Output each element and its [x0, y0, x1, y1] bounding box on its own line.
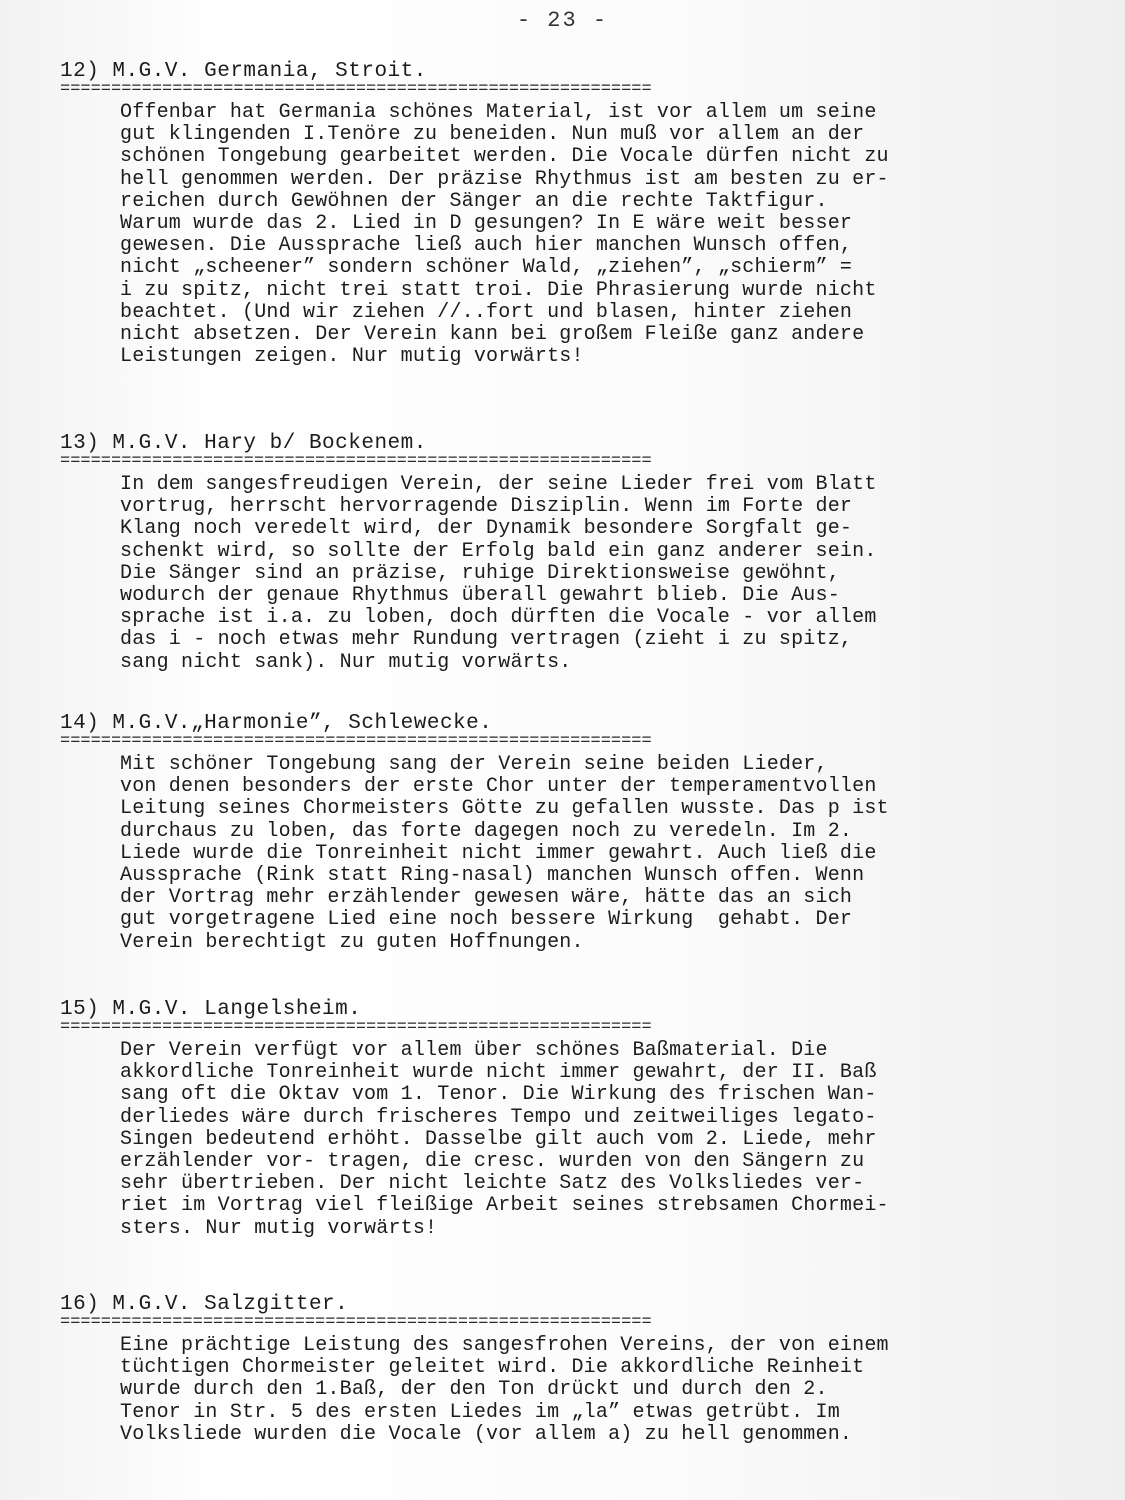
section-body — [60, 1040, 1060, 1240]
text-line: Eine prächtige Leistung des sangesfrohen Vereins, der von einem — [120, 1334, 889, 1357]
page-number: - 23 - — [516, 8, 609, 33]
text-line: hell genommen werden. Der präzise Rhythmus ist am besten zu er- — [120, 167, 889, 191]
text-line: Aussprache (Rink statt Ring-nasal) manchen Wunsch offen. Wenn — [120, 864, 865, 888]
heading-underline: ========================================================== — [60, 1313, 652, 1332]
text-line: derliedes wäre durch frischeres Tempo und zeitweiliges legato- — [120, 1105, 877, 1129]
heading-underline: ========================================================== — [60, 80, 652, 99]
section-heading: 12) M.G.V. Germania, Stroit. — [60, 60, 427, 83]
heading-underline: ========================================================== — [60, 1018, 652, 1037]
text-line: akkordliche Tonreinheit wurde nicht immer gewahrt, der II. Baß — [120, 1061, 877, 1085]
section-heading: 15) M.G.V. Langelsheim. — [60, 998, 362, 1021]
text-line: Leitung seines Chormeisters Götte zu gefallen wusste. Das p ist — [120, 797, 889, 821]
text-line: Der Verein verfügt vor allem über schönes Baßmaterial. Die — [120, 1039, 828, 1062]
text-line: Mit schöner Tongebung sang der Verein seine beiden Lieder, — [120, 753, 828, 776]
text-line: sang nicht sank). Nur mutig vorwärts. — [120, 650, 572, 674]
section-heading: 16) M.G.V. Salzgitter. — [60, 1293, 349, 1316]
section-12-germania-stroit — [60, 60, 1060, 368]
text-line: sters. Nur mutig vorwärts! — [120, 1216, 438, 1240]
section-body — [60, 102, 1060, 368]
section-16-salzgitter — [60, 1293, 1060, 1446]
heading-underline: ========================================================== — [60, 732, 652, 751]
section-body — [60, 754, 1060, 954]
text-line: reichen durch Gewöhnen der Sänger an die rechte Taktfigur. — [120, 189, 828, 213]
text-line: Warum wurde das 2. Lied in D gesungen? In E wäre weit besser — [120, 212, 853, 236]
text-line: Die Sänger sind an präzise, ruhige Direktionsweise gewöhnt, — [120, 561, 840, 585]
text-line: Leistungen zeigen. Nur mutig vorwärts! — [120, 345, 584, 369]
text-line: nicht absetzen. Der Verein kann bei großem Fleiße ganz andere — [120, 323, 865, 347]
text-line: schenkt wird, so sollte der Erfolg bald ein ganz anderer sein. — [120, 539, 877, 563]
text-line: schönen Tongebung gearbeitet werden. Die Vocale dürfen nicht zu — [120, 145, 889, 169]
section-body — [60, 474, 1060, 674]
text-line: das i - noch etwas mehr Rundung vertragen (zieht i zu spitz, — [120, 628, 853, 652]
text-line: Verein berechtigt zu guten Hoffnungen. — [120, 930, 584, 954]
text-line: Klang noch veredelt wird, der Dynamik besondere Sorgfalt ge- — [120, 517, 853, 541]
section-14-harmonie-schlewecke — [60, 712, 1060, 954]
heading-underline: ========================================================== — [60, 452, 652, 471]
section-15-langelsheim — [60, 998, 1060, 1240]
text-line: von denen besonders der erste Chor unter der temperamentvollen — [120, 775, 877, 799]
text-line: durchaus zu loben, das forte dagegen noch zu veredeln. Im 2. — [120, 819, 853, 843]
text-line: erzählender vor- tragen, die cresc. wurden von den Sängern zu — [120, 1150, 865, 1174]
text-line: sehr übertrieben. Der nicht leichte Satz des Volksliedes ver- — [120, 1172, 865, 1196]
text-line: Singen bedeutend erhöht. Dasselbe gilt auch vom 2. Liede, mehr — [120, 1127, 877, 1151]
text-line: In dem sangesfreudigen Verein, der seine Lieder frei vom Blatt — [120, 473, 877, 496]
text-line: riet im Vortrag viel fleißige Arbeit seines strebsamen Chormei- — [120, 1194, 889, 1218]
text-line: gewesen. Die Aussprache ließ auch hier manchen Wunsch offen, — [120, 234, 853, 258]
section-heading: 14) M.G.V.„Harmonie”, Schlewecke. — [60, 712, 493, 735]
text-line: sprache ist i.a. zu loben, doch dürften die Vocale - vor allem — [120, 606, 877, 630]
text-line: gut vorgetragene Lied eine noch bessere Wirkung gehabt. Der — [120, 908, 853, 932]
text-line: tüchtigen Chormeister geleitet wird. Die akkordliche Reinheit — [120, 1356, 865, 1380]
text-line: wurde durch den 1.Baß, der den Ton drückt und durch den 2. — [120, 1378, 828, 1402]
text-line: sang oft die Oktav vom 1. Tenor. Die Wirkung des frischen Wan- — [120, 1083, 877, 1107]
text-line: wodurch der genaue Rhythmus überall gewahrt blieb. Die Aus- — [120, 584, 840, 608]
text-line: gut klingenden I.Tenöre zu beneiden. Nun muß vor allem an der — [120, 123, 865, 147]
text-line: Tenor in Str. 5 des ersten Liedes im „la” etwas getrübt. Im — [120, 1400, 840, 1424]
text-line: Volksliede wurden die Vocale (vor allem a) zu hell genommen. — [120, 1422, 853, 1446]
text-line: Liede wurde die Tonreinheit nicht immer gewahrt. Auch ließ die — [120, 841, 877, 865]
section-heading: 13) M.G.V. Hary b/ Bockenem. — [60, 432, 427, 455]
section-13-hary-bockenem — [60, 432, 1060, 674]
text-line: beachtet. (Und wir ziehen //..fort und blasen, hinter ziehen — [120, 300, 853, 324]
text-line: der Vortrag mehr erzählender gewesen wäre, hätte das an sich — [120, 886, 853, 910]
text-line: vortrug, herrscht hervorragende Disziplin. Wenn im Forte der — [120, 495, 853, 519]
text-line: Offenbar hat Germania schönes Material, ist vor allem um seine — [120, 101, 877, 124]
text-line: i zu spitz, nicht trei statt troi. Die Phrasierung wurde nicht — [120, 278, 877, 302]
text-line: nicht „scheener” sondern schöner Wald, „ziehen”, „schierm” = — [120, 256, 853, 280]
section-body — [60, 1335, 1060, 1446]
